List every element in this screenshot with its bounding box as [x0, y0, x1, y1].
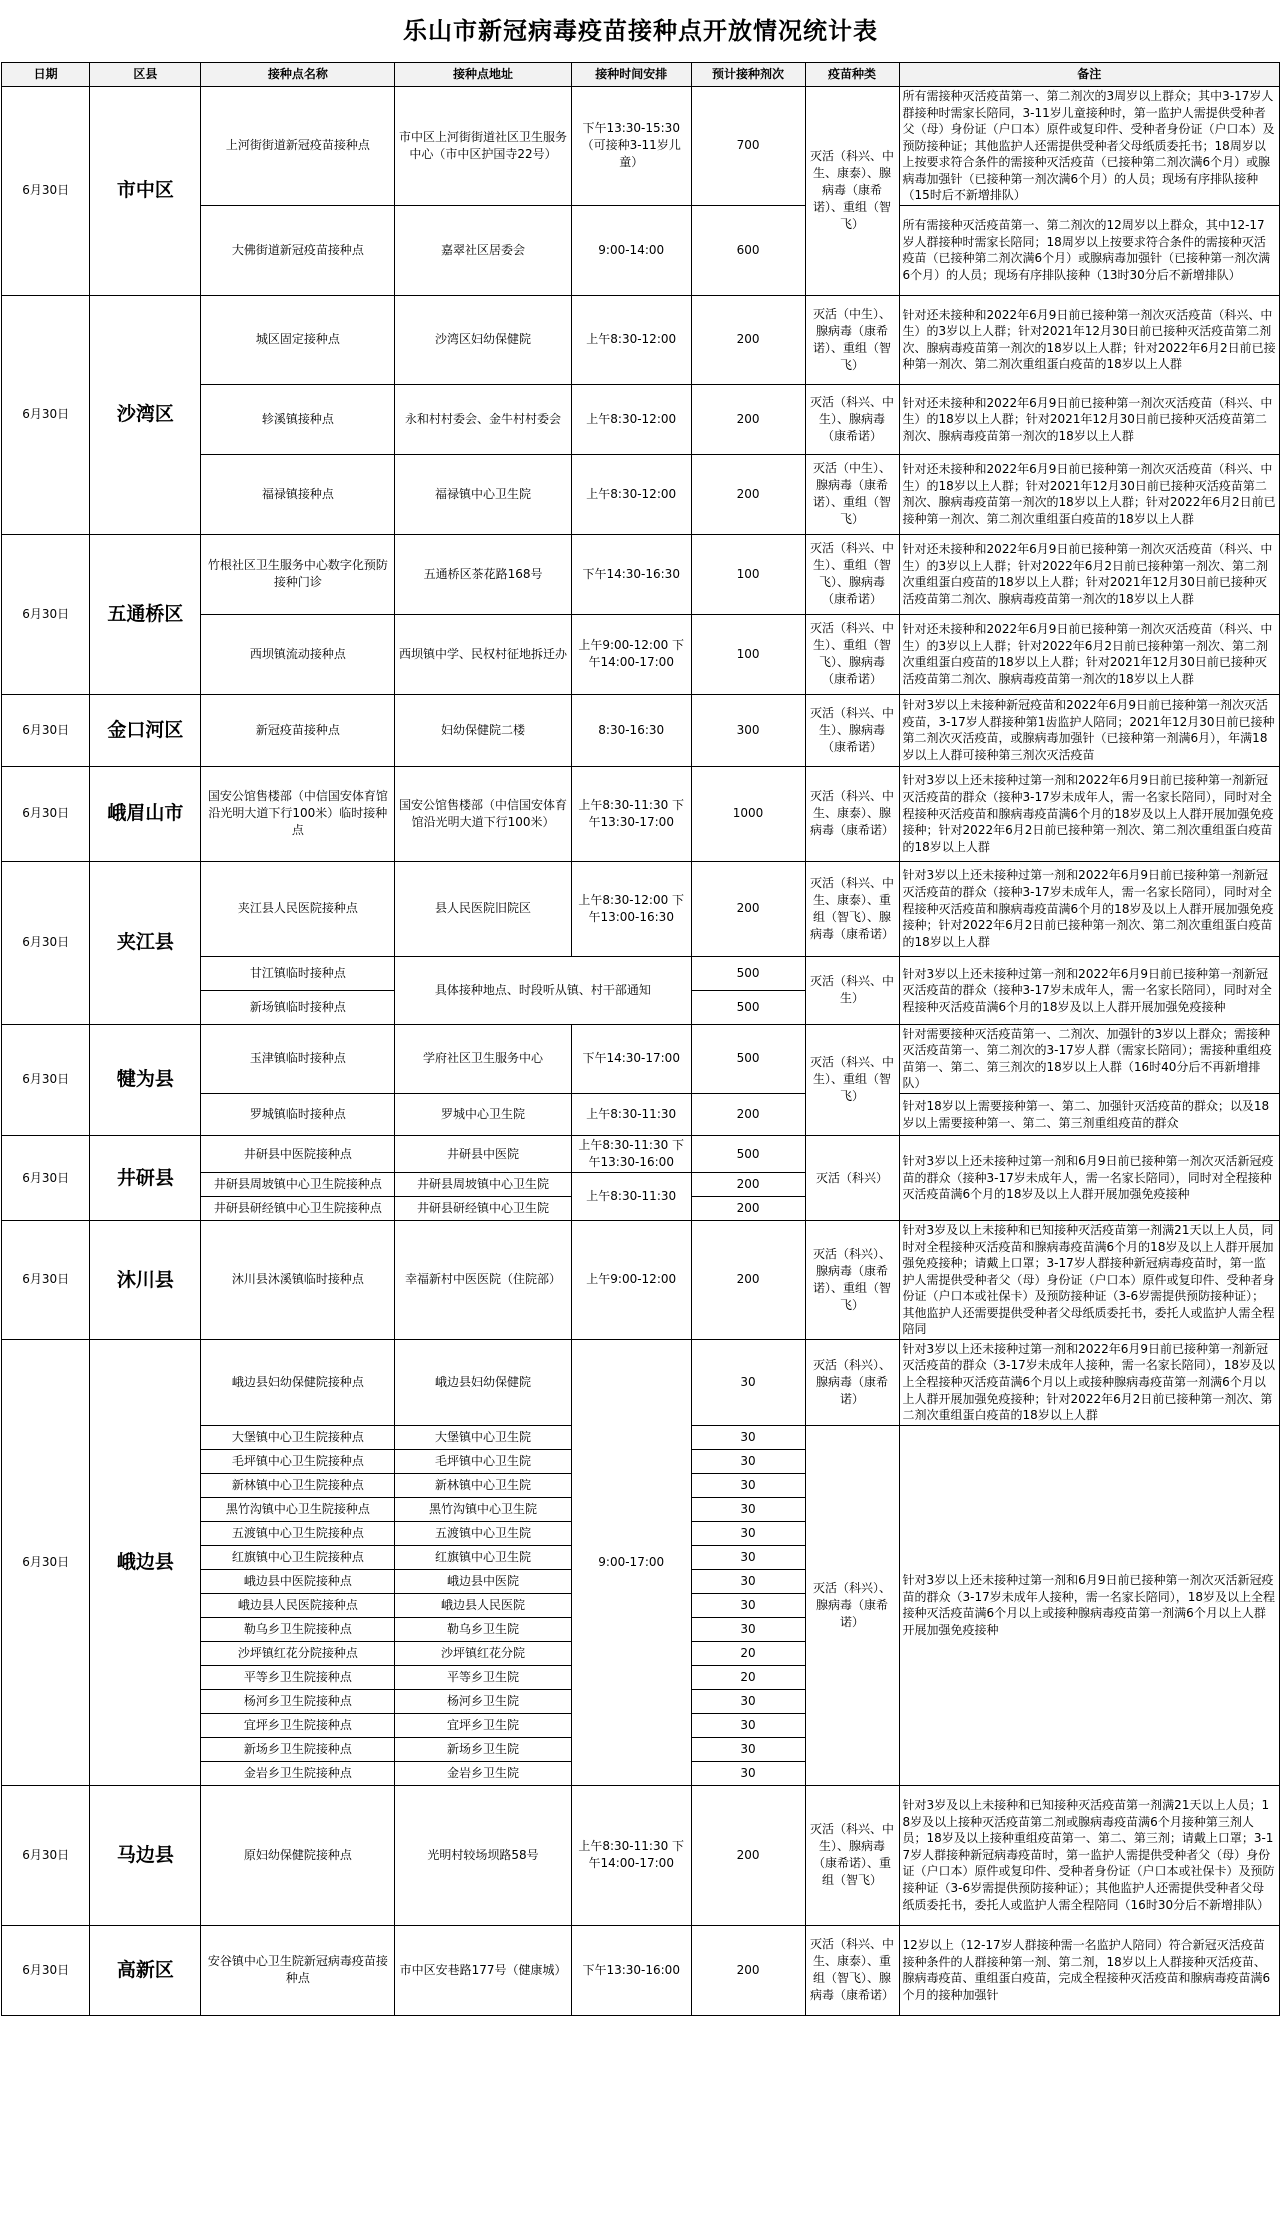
table-row [2, 1024, 1280, 1093]
header-site-address: 接种点地址 [395, 63, 572, 87]
vaccine-type-cell: 灭活（科兴、中生、康泰）、腺病毒（康希诺） [805, 766, 899, 861]
doses-cell: 500 [691, 1024, 805, 1093]
time-cell: 上午8:30-12:00 [571, 295, 691, 384]
notes-cell: 针对3岁以上还未接种过第一剂和6月9日前已接种第一剂次灭活新冠疫苗的群众（接种3-17岁未成年人，需一名家长陪同），同时对全程接种灭活疫苗满6个月的18岁及以上人群开展加强免疫接种 [899, 1136, 1279, 1221]
vaccine-type-cell: 灭活（科兴、中生）、腺病毒（康希诺） [805, 384, 899, 454]
site-address-cell: 五通桥区茶花路168号 [395, 534, 572, 614]
doses-cell: 30 [691, 1425, 805, 1449]
date-cell: 6月30日 [2, 1785, 90, 1925]
site-name-cell: 峨边县妇幼保健院接种点 [201, 1339, 395, 1425]
date-cell: 6月30日 [2, 1339, 90, 1785]
site-address-cell: 黑竹沟镇中心卫生院 [395, 1497, 572, 1521]
time-cell: 上午8:30-11:30 下午13:30-16:00 [571, 1136, 691, 1173]
notes-cell: 针对3岁以上还未接种过第一剂和2022年6月9日前已接种第一剂新冠灭活疫苗的群众（接种3-17岁未成年人，需一名家长陪同），同时对全程接种灭活疫苗满6个月的18岁及以上人群开展加强免疫接种 [899, 956, 1279, 1024]
site-name-cell: 玉津镇临时接种点 [201, 1024, 395, 1093]
site-address-cell: 罗城中心卫生院 [395, 1094, 572, 1136]
date-cell: 6月30日 [2, 1925, 90, 2015]
notes-cell: 针对3岁以上还未接种过第一剂和6月9日前已接种第一剂次灭活新冠疫苗的群众（3-17岁未成年人接种，需一名家长陪同），18岁及以上全程接种灭活疫苗满6个月以上或接种腺病毒疫苗第一剂满6个月以上人群开展加强免疫接种 [899, 1425, 1279, 1785]
site-name-cell: 西坝镇流动接种点 [201, 614, 395, 694]
notes-cell: 针对需要接种灭活疫苗第一、二剂次、加强针的3岁以上群众；需接种灭活疫苗第一、第二剂次的3-17岁人群（需家长陪同）；需接种重组疫苗第一、第二、第三剂次的18岁以上人群（16时40分后不再新增排队） [899, 1024, 1279, 1093]
site-address-cell: 市中区上河街街道社区卫生服务中心（市中区护国寺22号） [395, 87, 572, 206]
time-cell: 上午8:30-12:00 [571, 384, 691, 454]
doses-cell: 30 [691, 1569, 805, 1593]
doses-cell: 200 [691, 861, 805, 956]
site-address-cell: 杨河乡卫生院 [395, 1689, 572, 1713]
table-row [2, 1136, 1280, 1173]
district-cell: 沐川县 [90, 1221, 201, 1340]
site-address-cell: 红旗镇中心卫生院 [395, 1545, 572, 1569]
site-name-cell: 沙坪镇红花分院接种点 [201, 1641, 395, 1665]
table-row [2, 1785, 1280, 1925]
notes-cell: 12岁以上（12-17岁人群接种需一名监护人陪同）符合新冠灭活疫苗接种条件的人群接种第一剂、第二剂，18岁以上人群接种灭活疫苗、腺病毒疫苗、重组蛋白疫苗，完成全程接种灭活疫苗和腺病毒疫苗满6个月的接种加强针 [899, 1925, 1279, 2015]
vaccine-type-cell: 灭活（中生）、腺病毒（康希诺）、重组（智飞） [805, 295, 899, 384]
site-address-cell: 国安公馆售楼部（中信国安体育馆沿光明大道下行100米） [395, 766, 572, 861]
time-cell: 9:00-14:00 [571, 205, 691, 295]
header-district: 区县 [90, 63, 201, 87]
table-row [2, 295, 1280, 384]
notes-cell: 针对还未接种和2022年6月9日前已接种第一剂次灭活疫苗（科兴、中生）的18岁以上人群；针对2021年12月30日前已接种灭活疫苗第二剂次、腺病毒疫苗第一剂次的18岁以上人群；针对2022年6月2日前已接种第一剂次、第二剂次重组蛋白疫苗的18岁以上人群 [899, 454, 1279, 534]
site-address-cell: 沙湾区妇幼保健院 [395, 295, 572, 384]
date-cell: 6月30日 [2, 766, 90, 861]
vaccine-type-cell: 灭活（科兴、中生、康泰）、重组（智飞）、腺病毒（康希诺） [805, 861, 899, 956]
site-name-cell: 新林镇中心卫生院接种点 [201, 1473, 395, 1497]
doses-cell: 30 [691, 1473, 805, 1497]
time-cell: 上午8:30-11:30 [571, 1173, 691, 1221]
site-name-cell: 宜坪乡卫生院接种点 [201, 1713, 395, 1737]
time-cell: 上午9:00-12:00 下午14:00-17:00 [571, 614, 691, 694]
time-cell: 9:00-17:00 [571, 1339, 691, 1785]
site-address-cell: 毛坪镇中心卫生院 [395, 1449, 572, 1473]
doses-cell: 700 [691, 87, 805, 206]
table-row [2, 694, 1280, 766]
site-address-cell: 县人民医院旧院区 [395, 861, 572, 956]
time-cell: 8:30-16:30 [571, 694, 691, 766]
site-name-cell: 峨边县人民医院接种点 [201, 1593, 395, 1617]
table-row [2, 861, 1280, 956]
site-name-cell: 竹根社区卫生服务中心数字化预防接种门诊 [201, 534, 395, 614]
site-address-cell: 井研县中医院 [395, 1136, 572, 1173]
doses-cell: 500 [691, 990, 805, 1024]
notes-cell: 针对还未接种和2022年6月9日前已接种第一剂次灭活疫苗（科兴、中生）的3岁以上人群；针对2022年6月2日前已接种第一剂次、第二剂次重组蛋白疫苗的18岁以上人群；针对2021年12月30日前已接种灭活疫苗第二剂次、腺病毒疫苗第一剂次的18岁以上人群 [899, 614, 1279, 694]
district-cell: 马边县 [90, 1785, 201, 1925]
table-row [2, 1221, 1280, 1340]
doses-cell: 200 [691, 1197, 805, 1221]
district-cell: 犍为县 [90, 1024, 201, 1135]
site-address-cell: 新场乡卫生院 [395, 1737, 572, 1761]
doses-cell: 200 [691, 384, 805, 454]
site-address-cell: 学府社区卫生服务中心 [395, 1024, 572, 1093]
notes-cell: 针对还未接种和2022年6月9日前已接种第一剂次灭活疫苗（科兴、中生）的18岁以上人群；针对2021年12月30日前已接种灭活疫苗第二剂次、腺病毒疫苗第一剂次的18岁以上人群 [899, 384, 1279, 454]
site-address-cell: 峨边县人民医院 [395, 1593, 572, 1617]
doses-cell: 30 [691, 1617, 805, 1641]
notes-cell: 针对3岁及以上未接种和已知接种灭活疫苗第一剂满21天以上人员，同时对全程接种灭活疫苗和腺病毒疫苗满6个月的18岁及以上人群开展加强免疫接种；请戴上口罩；3-17岁人群接种新冠病毒疫苗时，第一监护人需提供受种者父（母）身份证（户口本）原件或复印件、受种者身份证（户口本或社保卡）及预防接种证（3-6岁需提供预防接种证）；其他监护人还需要提供受种者父母纸质委托书，委托人或监护人需全程陪同 [899, 1221, 1279, 1340]
vaccine-type-cell: 灭活（中生）、腺病毒（康希诺）、重组（智飞） [805, 454, 899, 534]
vaccine-type-cell: 灭活（科兴、中生）、腺病毒（康希诺） [805, 694, 899, 766]
vaccine-type-cell: 灭活（科兴） [805, 1136, 899, 1221]
site-address-cell: 光明村较场坝路58号 [395, 1785, 572, 1925]
district-cell: 沙湾区 [90, 295, 201, 534]
site-address-cell: 市中区安巷路177号（健康城） [395, 1925, 572, 2015]
site-name-cell: 杨河乡卫生院接种点 [201, 1689, 395, 1713]
site-name-cell: 井研县中医院接种点 [201, 1136, 395, 1173]
site-name-cell: 井研县研经镇中心卫生院接种点 [201, 1197, 395, 1221]
date-cell: 6月30日 [2, 694, 90, 766]
doses-cell: 30 [691, 1339, 805, 1425]
notes-cell: 针对3岁以上未接种新冠疫苗和2022年6月9日前已接种第一剂次灭活疫苗，3-17岁人群接种第1齿监护人陪同；2021年12月30日前已接种第二剂次灭活疫苗，或腺病毒加强针（已接种第一剂满6月），年满18岁以上人群可接种第三剂次灭活疫苗 [899, 694, 1279, 766]
date-cell: 6月30日 [2, 1024, 90, 1135]
site-name-cell: 沐川县沐溪镇临时接种点 [201, 1221, 395, 1340]
table-row [2, 87, 1280, 206]
notes-cell: 针对3岁以上还未接种过第一剂和2022年6月9日前已接种第一剂新冠灭活疫苗的群众（3-17岁未成年人接种，需一名家长陪同），18岁及以上全程接种灭活疫苗满6个月以上或接种腺病毒疫苗第一剂满6个月以上人群开展加强免疫接种；针对2022年6月2日前已接种第一剂次、第二剂次重组蛋白疫苗的18岁以上人群 [899, 1339, 1279, 1425]
time-cell: 上午9:00-12:00 [571, 1221, 691, 1340]
site-name-cell: 新场乡卫生院接种点 [201, 1737, 395, 1761]
time-cell: 下午13:30-16:00 [571, 1925, 691, 2015]
header-time: 接种时间安排 [571, 63, 691, 87]
notes-cell: 所有需接种灭活疫苗第一、第二剂次的12周岁以上群众，其中12-17岁人群接种时需家长陪同；18周岁以上按要求符合条件的需接种灭活疫苗（已接种第二剂次满6个月）或腺病毒加强针（已接种第一剂次满6个月）的人员；现场有序排队接种（13时30分后不新增排队） [899, 205, 1279, 295]
site-address-cell: 具体接种地点、时段听从镇、村干部通知 [395, 956, 691, 1024]
vaccine-type-cell: 灭活（科兴、中生） [805, 956, 899, 1024]
site-address-cell: 新林镇中心卫生院 [395, 1473, 572, 1497]
vaccine-type-cell: 灭活（科兴、中生）、重组（智飞）、腺病毒（康希诺） [805, 534, 899, 614]
doses-cell: 30 [691, 1449, 805, 1473]
site-address-cell: 井研县周坡镇中心卫生院 [395, 1173, 572, 1197]
vaccine-type-cell: 灭活（科兴、中生）、腺病毒（康希诺）、重组（智飞） [805, 1785, 899, 1925]
doses-cell: 200 [691, 1785, 805, 1925]
doses-cell: 600 [691, 205, 805, 295]
doses-cell: 30 [691, 1713, 805, 1737]
site-address-cell: 幸福新村中医医院（住院部） [395, 1221, 572, 1340]
site-address-cell: 永和村村委会、金牛村村委会 [395, 384, 572, 454]
site-address-cell: 平等乡卫生院 [395, 1665, 572, 1689]
doses-cell: 200 [691, 454, 805, 534]
site-address-cell: 妇幼保健院二楼 [395, 694, 572, 766]
district-cell: 金口河区 [90, 694, 201, 766]
table-row [2, 1339, 1280, 1425]
doses-cell: 100 [691, 614, 805, 694]
site-name-cell: 轸溪镇接种点 [201, 384, 395, 454]
doses-cell: 200 [691, 1925, 805, 2015]
site-name-cell: 国安公馆售楼部（中信国安体育馆沿光明大道下行100米）临时接种点 [201, 766, 395, 861]
notes-cell: 针对18岁以上需要接种第一、第二、加强针灭活疫苗的群众；以及18岁以上需要接种第一、第二、第三剂重组疫苗的群众 [899, 1094, 1279, 1136]
doses-cell: 30 [691, 1545, 805, 1569]
site-name-cell: 罗城镇临时接种点 [201, 1094, 395, 1136]
district-cell: 高新区 [90, 1925, 201, 2015]
site-address-cell: 峨边县妇幼保健院 [395, 1339, 572, 1425]
site-name-cell: 新冠疫苗接种点 [201, 694, 395, 766]
time-cell: 上午8:30-12:00 [571, 454, 691, 534]
doses-cell: 30 [691, 1761, 805, 1785]
date-cell: 6月30日 [2, 1136, 90, 1221]
vaccine-type-cell: 灭活（科兴、中生、康泰）、腺病毒（康希诺）、重组（智飞） [805, 87, 899, 296]
time-cell: 下午13:30-15:30（可接种3-11岁儿童） [571, 87, 691, 206]
site-address-cell: 大堡镇中心卫生院 [395, 1425, 572, 1449]
site-name-cell: 平等乡卫生院接种点 [201, 1665, 395, 1689]
site-address-cell: 福禄镇中心卫生院 [395, 454, 572, 534]
district-cell: 市中区 [90, 87, 201, 296]
doses-cell: 200 [691, 1173, 805, 1197]
site-address-cell: 勒乌乡卫生院 [395, 1617, 572, 1641]
doses-cell: 100 [691, 534, 805, 614]
site-name-cell: 夹江县人民医院接种点 [201, 861, 395, 956]
site-name-cell: 金岩乡卫生院接种点 [201, 1761, 395, 1785]
table-row [2, 1925, 1280, 2015]
vaccine-type-cell: 灭活（科兴、中生）、重组（智飞） [805, 1024, 899, 1135]
header-date: 日期 [2, 63, 90, 87]
notes-cell: 针对还未接种和2022年6月9日前已接种第一剂次灭活疫苗（科兴、中生）的3岁以上人群；针对2021年12月30日前已接种灭活疫苗第二剂次、腺病毒疫苗第一剂次的18岁以上人群；针对2022年6月2日前已接种第一剂次、第二剂次重组蛋白疫苗的18岁以上人群 [899, 295, 1279, 384]
notes-cell: 针对3岁以上还未接种过第一剂和2022年6月9日前已接种第一剂新冠灭活疫苗的群众（接种3-17岁未成年人，需一名家长陪同），同时对全程接种灭活疫苗和腺病毒疫苗满6个月的18岁及以上人群开展加强免疫接种；针对2022年6月2日前已接种第一剂次、第二剂次重组蛋白疫苗的18岁以上人群 [899, 861, 1279, 956]
site-name-cell: 上河街街道新冠疫苗接种点 [201, 87, 395, 206]
site-address-cell: 沙坪镇红花分院 [395, 1641, 572, 1665]
site-name-cell: 福禄镇接种点 [201, 454, 395, 534]
doses-cell: 1000 [691, 766, 805, 861]
vaccination-sites-table [1, 62, 1280, 2016]
time-cell: 上午8:30-12:00 下午13:00-16:30 [571, 861, 691, 956]
vaccine-type-cell: 灭活（科兴、中生、康泰）、重组（智飞）、腺病毒（康希诺） [805, 1925, 899, 2015]
site-name-cell: 毛坪镇中心卫生院接种点 [201, 1449, 395, 1473]
vaccine-type-cell: 灭活（科兴、中生）、重组（智飞）、腺病毒（康希诺） [805, 614, 899, 694]
header-notes: 备注 [899, 63, 1279, 87]
date-cell: 6月30日 [2, 87, 90, 296]
table-row [2, 534, 1280, 614]
date-cell: 6月30日 [2, 295, 90, 534]
doses-cell: 500 [691, 1136, 805, 1173]
district-cell: 井研县 [90, 1136, 201, 1221]
district-cell: 五通桥区 [90, 534, 201, 694]
site-address-cell: 西坝镇中学、民权村征地拆迁办 [395, 614, 572, 694]
table-row [2, 766, 1280, 861]
site-name-cell: 峨边县中医院接种点 [201, 1569, 395, 1593]
site-name-cell: 黑竹沟镇中心卫生院接种点 [201, 1497, 395, 1521]
site-address-cell: 五渡镇中心卫生院 [395, 1521, 572, 1545]
site-name-cell: 勒乌乡卫生院接种点 [201, 1617, 395, 1641]
notes-cell: 针对3岁以上还未接种过第一剂和2022年6月9日前已接种第一剂新冠灭活疫苗的群众（接种3-17岁未成年人，需一名家长陪同），同时对全程接种灭活疫苗和腺病毒疫苗满6个月的18岁及以上人群开展加强免疫接种；针对2022年6月2日前已接种第一剂次、第二剂次重组蛋白疫苗的18岁以上人群 [899, 766, 1279, 861]
site-address-cell: 宜坪乡卫生院 [395, 1713, 572, 1737]
doses-cell: 30 [691, 1737, 805, 1761]
site-name-cell: 安谷镇中心卫生院新冠病毒疫苗接种点 [201, 1925, 395, 2015]
district-cell: 峨眉山市 [90, 766, 201, 861]
time-cell: 下午14:30-16:30 [571, 534, 691, 614]
doses-cell: 30 [691, 1521, 805, 1545]
vaccine-type-cell: 灭活（科兴）、腺病毒（康希诺）、重组（智飞） [805, 1221, 899, 1340]
doses-cell: 300 [691, 694, 805, 766]
site-address-cell: 井研县研经镇中心卫生院 [395, 1197, 572, 1221]
notes-cell: 针对还未接种和2022年6月9日前已接种第一剂次灭活疫苗（科兴、中生）的3岁以上人群；针对2022年6月2日前已接种第一剂次、第二剂次重组蛋白疫苗的18岁以上人群；针对2021年12月30日前已接种灭活疫苗第二剂次、腺病毒疫苗第一剂次的18岁以上人群 [899, 534, 1279, 614]
site-name-cell: 井研县周坡镇中心卫生院接种点 [201, 1173, 395, 1197]
site-name-cell: 红旗镇中心卫生院接种点 [201, 1545, 395, 1569]
date-cell: 6月30日 [2, 534, 90, 694]
site-address-cell: 峨边县中医院 [395, 1569, 572, 1593]
doses-cell: 200 [691, 1094, 805, 1136]
doses-cell: 20 [691, 1641, 805, 1665]
time-cell: 上午8:30-11:30 [571, 1094, 691, 1136]
site-name-cell: 大堡镇中心卫生院接种点 [201, 1425, 395, 1449]
district-cell: 峨边县 [90, 1339, 201, 1785]
table-header-row [2, 63, 1280, 87]
site-name-cell: 新场镇临时接种点 [201, 990, 395, 1024]
doses-cell: 20 [691, 1665, 805, 1689]
site-name-cell: 原妇幼保健院接种点 [201, 1785, 395, 1925]
doses-cell: 30 [691, 1593, 805, 1617]
notes-cell: 所有需接种灭活疫苗第一、第二剂次的3周岁以上群众；其中3-17岁人群接种时需家长陪同，3-11岁儿童接种时，第一监护人需提供受种者父（母）身份证（户口本）原件或复印件、受种者身份证（户口本）及预防接种证；其他监护人还需提供受种者父母纸质委托书；18周岁以上按要求符合条件的需接种灭活疫苗（已接种第二剂次满6个月）或腺病毒加强针（已接种第一剂次满6个月）的人员；现场有序排队接种（15时后不新增排队） [899, 87, 1279, 206]
header-vaccine-type: 疫苗种类 [805, 63, 899, 87]
site-address-cell: 金岩乡卫生院 [395, 1761, 572, 1785]
site-name-cell: 五渡镇中心卫生院接种点 [201, 1521, 395, 1545]
site-address-cell: 嘉翠社区居委会 [395, 205, 572, 295]
doses-cell: 500 [691, 956, 805, 990]
page-title: 乐山市新冠病毒疫苗接种点开放情况统计表 [403, 16, 878, 45]
time-cell: 上午8:30-11:30 下午13:30-17:00 [571, 766, 691, 861]
district-cell: 夹江县 [90, 861, 201, 1024]
time-cell: 上午8:30-11:30 下午14:00-17:00 [571, 1785, 691, 1925]
doses-cell: 30 [691, 1689, 805, 1713]
notes-cell: 针对3岁及以上未接种和已知接种灭活疫苗第一剂满21天以上人员；18岁及以上接种灭活疫苗第二剂或腺病毒疫苗满6个月接种第三剂人员；18岁及以上接种重组疫苗第一、第二、第三剂；请戴上口罩；3-17岁人群接种新冠病毒疫苗时，第一监护人需提供受种者父（母）身份证（户口本）原件或复印件、受种者身份证（户口本或社保卡）及预防接种证（3-6岁需提供预防接种证）；其他监护人还需提供受种者父母纸质委托书，委托人或监护人需全程陪同（16时30分后不新增排队） [899, 1785, 1279, 1925]
doses-cell: 200 [691, 295, 805, 384]
header-site-name: 接种点名称 [201, 63, 395, 87]
site-name-cell: 城区固定接种点 [201, 295, 395, 384]
doses-cell: 30 [691, 1497, 805, 1521]
vaccine-type-cell: 灭活（科兴）、腺病毒（康希诺） [805, 1425, 899, 1785]
time-cell: 下午14:30-17:00 [571, 1024, 691, 1093]
header-doses: 预计接种剂次 [691, 63, 805, 87]
doses-cell: 200 [691, 1221, 805, 1340]
date-cell: 6月30日 [2, 861, 90, 1024]
site-name-cell: 甘江镇临时接种点 [201, 956, 395, 990]
date-cell: 6月30日 [2, 1221, 90, 1340]
site-name-cell: 大佛街道新冠疫苗接种点 [201, 205, 395, 295]
vaccine-type-cell: 灭活（科兴）、腺病毒（康希诺） [805, 1339, 899, 1425]
